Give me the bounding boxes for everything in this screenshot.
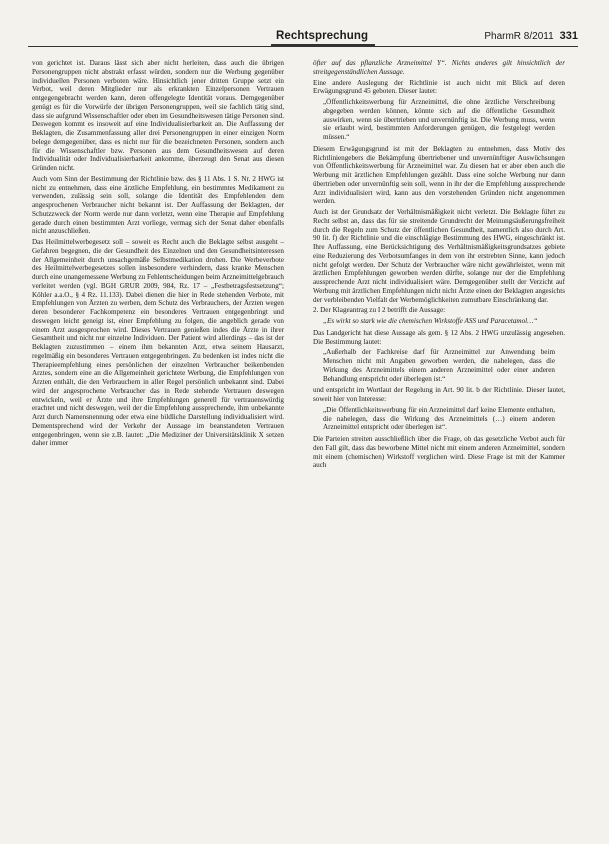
paragraph: Auch ist der Grundsatz der Verhältnismäßigkeit nicht verletzt. Die Beklagte führt zu Recht selbst an, dass das für sie streitende Grundrecht der Meinungsäußerungsfreiheit durch die Regeln zum Schutz der öffentlichen Gesundheit, namentlich also durch Art. 90 lit. f) der Richtlinie und die einschlägige Bestimmung des HWG, eingeschränkt ist. Ihre Auffassung, eine Berücksichtigung des Verhältnismäßigkeitsgrundsatzes gebiete eine Reduzierung des Verbotsumfanges in dem von ihr erstrebten Sinne, kann jedoch nicht gefolgt werden. Der Schutz der Verbraucher wäre nicht gewährleistet, wenn mit ärztlichen Empfehlungen geworben werden dürfte, solange nur der die Empfehlung aussprechende Arzt nicht individualisiert wäre. Demgegenüber stellt der Verzicht auf Werbung mit ärztlichen Empfehlungen nicht nicht Ärzte einen der Beklagten angesichts der verbleibenden Vielfalt der Werbemöglichkeiten zumutbare Einschränkung dar. [313, 208, 565, 304]
block-quote: „Es wirkt so stark wie die chemischen Wirkstoffe ASS und Paracetamol…“ [323, 317, 538, 325]
paragraph: Auch vom Sinn der Bestimmung der Richtlinie bzw. des § 11 Abs. 1 S. Nr. 2 HWG ist nicht zu entnehmen, dass eine ärztliche Empfehlung, ein bestimmtes Medikament zu verwenden, zulässig sein soll, solange die Identität des Empfehlenden dem angesprochenen Verbraucher nicht bekannt ist. Der Auffassung der Beklagten, der Schutzzweck der Norm werde nur dann verletzt, wenn eine Therapie auf Empfehlung gerade durch einen bestimmten Arzt vorliege, vermag sich der Senat daher ebenfalls nicht anzuschließen. [32, 174, 284, 236]
block-quote: „Öffentlichkeitswerbung für Arzneimittel, die ohne ärztliche Verschreibung abgegeben werden können, könnte sich auf die öffentliche Gesundheit auswirken, wenn sie übertrieben und unvernünftig ist. Die Werbung muss, wenn sie erlaubt wird, bestimmten Anforderungen genügen, die festgelegt werden müssen.“ [323, 98, 555, 141]
page-number: 331 [559, 30, 578, 42]
section-title: Rechtsprechung [276, 30, 369, 42]
header-rule-accent [271, 44, 375, 47]
paragraph: öfter auf das pflanzliche Arzneimittel Y“. Nichts anderes gilt hinsichtlich der streitgegenständlichen Aussage. [313, 59, 565, 76]
paragraph: Das Heilmittelwerbegesetz soll – soweit es Recht auch die Beklagte selbst ausgeht – Gefahren begegnen, die der Gesundheit des Einzelnen und den Gesundheitsinteressen der Allgemeinheit durch unsachgemäße Selbstmedikation drohen. Die Werbeverbote des Heilmittelwerbegesetzes sollen insbesondere verhindern, dass kranke Menschen durch eine unangemessene Werbung zu Fehlentscheidungen beim Arzneimittelgebrauch verleitet werden (vgl. BGH GRUR 2009, 984, Rz. 17 – „Festbetragsfestsetzung“; Köhler a.a.O., § 4 Rz. 11.133). Dabei dienen die hier in Rede stehenden Verbote, mit Empfehlungen von Ärzten zu werben, dem Schutz des Verbrauchers, der Ärzten wegen deren besonderer Fachkompetenz ein besonderes Vertrauen entgegenbringt und deswegen leicht geneigt ist, einer Empfehlung zu folgen, die angeblich gerade von einem Arzt ausgesprochen wird. Dieses Vertrauen genießen indes die Ärzte in ihrer Gesamtheit und nicht nur einzelne Individuen. Der Patient wird allerdings – das ist der Beklagten zuzustimmen – einem ihm bekannten Arzt, etwa seinem Hausarzt, regelmäßig ein besonderes Vertrauen entgegenbringen. Zu bedenken ist indes nicht die Therapieempfehlung eines persönlichen der einzelnen Verbraucher beikenbenden Arztes, sondern eine an die Allgemeinheit gerichtete Werbung, die Empfehlungen von Ärzten enthält, die den Verbrauchern in aller Regel persönlich unbekannt sind. Dabei wird der angesprochene Verbraucher das in Rede stehende Vertrauen deswegen entwickeln, weil er Ärzte und ihre Empfehlungen generell für vertrauenswürdig erachtet und nicht deswegen, weil der die Empfehlung aussprechende, ihm unbekannte Arzt durch Namensnennung oder etwa eine bildliche Darstellung individualisiert wird. Dementsprechend wird der Verkehr der Aussage im beanstandeten Vertrauen entgegenbringen, wenn sie z.B. lautet: „Die Mediziner der Universitätsklinik X setzen daher immer [32, 238, 284, 448]
paragraph: Das Landgericht hat diese Aussage als gem. § 12 Abs. 2 HWG unzulässig angesehen. Die Bestimmung lautet: [313, 328, 565, 346]
block-quote: „Die Öffentlichkeitswerbung für ein Arzneimittel darf keine Elemente enthalten, die nahelegen, dass die Wirkung des Arzneimittels (…) einem anderen Arzneimittel entspricht oder überlegen ist“. [323, 405, 555, 432]
left-column [32, 59, 284, 837]
paragraph: und entspricht im Wortlaut der Regelung in Art. 90 lit. b der Richtlinie. Dieser lautet, soweit hier von Interesse: [313, 386, 565, 403]
block-quote: „Außerhalb der Fachkreise darf für Arzneimittel zur Anwendung beim Menschen nicht mit Angaben geworben werden, die nahelegen, dass die Wirkung des Arzneimittels einem anderen Arzneimittel oder einer anderen Behandlung entspricht oder überlegen ist.“ [323, 348, 555, 383]
paragraph: von gerichtet ist. Daraus lässt sich aber nicht herleiten, dass auch die übrigen Personengruppen nicht abstrakt erfasst würden, sondern nur die Werbung gegenüber individuellen Personen verboten wäre. Hinsichtlich jener dritten Gruppe setzt ein Verbot, weil deren Mitglieder nur als erkrankten Einzelpersonen Vertrauen entgegengebracht werden kann, deren offengelegte Identität voraus. Demgegenüber genügt es für die Vorwürfe der übrigen Personengruppen, weil sie fachlich tätig sind, dass sie aufgrund Wissenschaftler oder eben im Gesundheitswesen tätige Personen sind. Deswegen kommt es insoweit auf eine Individualisierbarkeit an. Die Auffassung der Beklagten, die Zusammenfassung aller drei Personengruppen in einer einzigen Norm belege demgegenüber, dass es nicht nur für die bezeichneten Personen, sondern auch für die Wissenschaftler bzw. Personen aus dem Gesundheitswesen auf deren Individualität oder Individualisierbarkeit ankomme, überzeugt den Senat aus diesen Gründen nicht. [32, 59, 284, 172]
journal-citation [484, 30, 578, 42]
journal-issue: PharmR 8/2011 [484, 31, 554, 42]
page-header [28, 27, 578, 49]
paragraph: Eine andere Auslegung der Richtlinie ist auch nicht mit Blick auf deren Erwägungsgrund 45 geboten. Dieser lautet: [313, 78, 565, 96]
paragraph: Diesem Erwägungsgrund ist mit der Beklagten zu entnehmen, dass Motiv des Richtliniengebers die Bekämpfung übertriebener und unvernünftiger Auswüchsungen von Öffentlichkeitswerbung für Arzneimittel war. Zu diesen hat er aber eben auch die Werbung mit ärztlichen Empfehlungen gezählt. Dass eine solche Werbung nur dann übertrieben oder unvernünftig sein soll, wenn in ihr der die Empfehlung aussprechende Arzt individualisiert wird, kann aus den vorstehenden Gründen nicht angenommen werden. [313, 144, 565, 206]
paragraph: 2. Der Klageantrag zu I 2 betrifft die Aussage: [313, 306, 446, 315]
paragraph: Die Parteien streiten ausschließlich über die Frage, ob das gesetzliche Verbot auch für den Fall gilt, dass das beworbene Mittel nicht mit einem anderen Arzneimittel, sondern mit einem (chemischen) Wirkstoff verglichen wird. Diese Frage ist mit der Kammer auch [313, 435, 565, 470]
right-column [313, 59, 565, 837]
